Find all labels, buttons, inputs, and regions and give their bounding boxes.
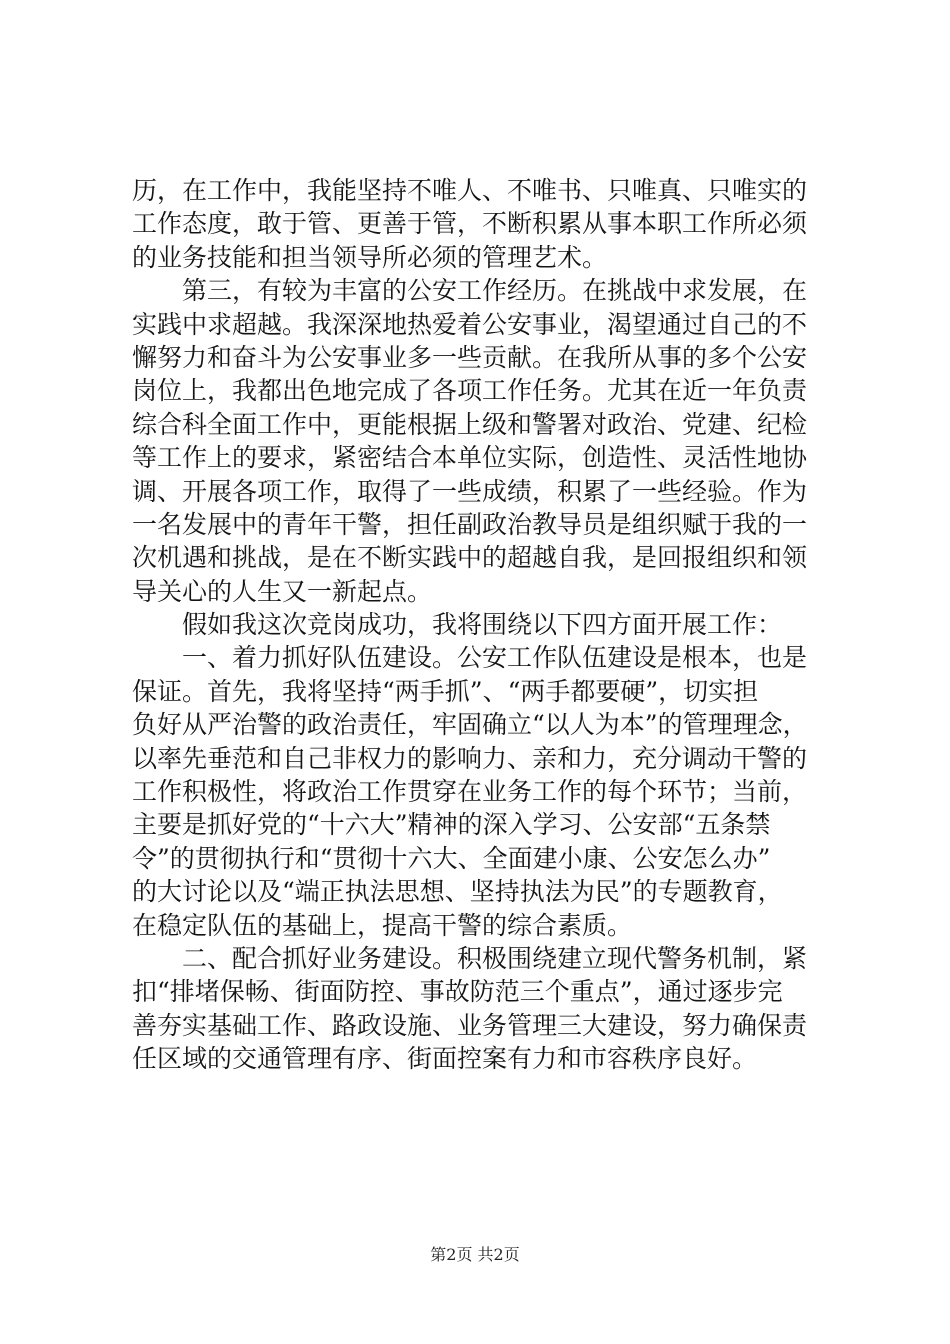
text-line: 第三，有较为丰富的公安工作经历。在挑战中求发展，在 [182,276,808,306]
page-number-footer: 第2页 共2页 [430,1245,520,1264]
text-line: 调、开展各项工作，取得了一些成绩，积累了一些经验。作为 [132,476,808,506]
text-line: 在稳定队伍的基础上，提高干警的综合素质。 [132,910,633,940]
text-line: 的业务技能和担当领导所必须的管理艺术。 [132,242,608,272]
text-line: 负好从严治警的政治责任，牢固确立“以人为本”的管理理念， [132,710,808,740]
text-line: 令”的贯彻执行和“贯彻十六大、全面建小康、公安怎么办” [132,843,771,873]
text-line: 二、配合抓好业务建设。积极围绕建立现代警务机制，紧 [182,943,808,973]
text-line: 假如我这次竞岗成功，我将围绕以下四方面开展工作： [182,610,783,640]
text-line: 保证。首先，我将坚持“两手抓”、“两手都要硬”，切实担 [132,676,759,706]
text-line: 次机遇和挑战，是在不断实践中的超越自我，是回报组织和领 [132,543,808,573]
text-line: 善夯实基础工作、路政设施、业务管理三大建设，努力确保责 [132,1010,808,1040]
text-line: 的大讨论以及“端正执法思想、坚持执法为民”的专题教育， [132,877,783,907]
text-line: 扣“排堵保畅、街面防控、事故防范三个重点”，通过逐步完 [132,977,783,1007]
text-line: 任区域的交通管理有序、街面控案有力和市容秩序良好。 [132,1044,758,1074]
text-line: 岗位上，我都出色地完成了各项工作任务。尤其在近一年负责 [132,376,808,406]
text-line: 懈努力和奋斗为公安事业多一些贡献。在我所从事的多个公安 [132,342,808,372]
text-line: 历，在工作中，我能坚持不唯人、不唯书、只唯真、只唯实的 [132,176,808,205]
text-line: 以率先垂范和自己非权力的影响力、亲和力，充分调动干警的 [132,743,808,773]
document-body [132,174,832,1076]
text-line: 工作态度，敢于管、更善于管，不断积累从事本职工作所必须 [132,209,808,239]
text-line: 等工作上的要求，紧密结合本单位实际，创造性、灵活性地协 [132,443,808,473]
text-line: 一、着力抓好队伍建设。公安工作队伍建设是根本，也是 [182,643,808,673]
text-line: 综合科全面工作中，更能根据上级和警署对政治、党建、纪检 [132,409,808,439]
text-line: 主要是抓好党的“十六大”精神的深入学习、公安部“五条禁 [132,810,771,840]
text-line: 一名发展中的青年干警，担任副政治教导员是组织赋于我的一 [132,509,808,539]
text-line: 导关心的人生又一新起点。 [132,576,433,606]
text-line: 实践中求超越。我深深地热爱着公安事业，渴望通过自己的不 [132,309,808,339]
text-line: 工作积极性，将政治工作贯穿在业务工作的每个环节；当前， [132,777,808,807]
